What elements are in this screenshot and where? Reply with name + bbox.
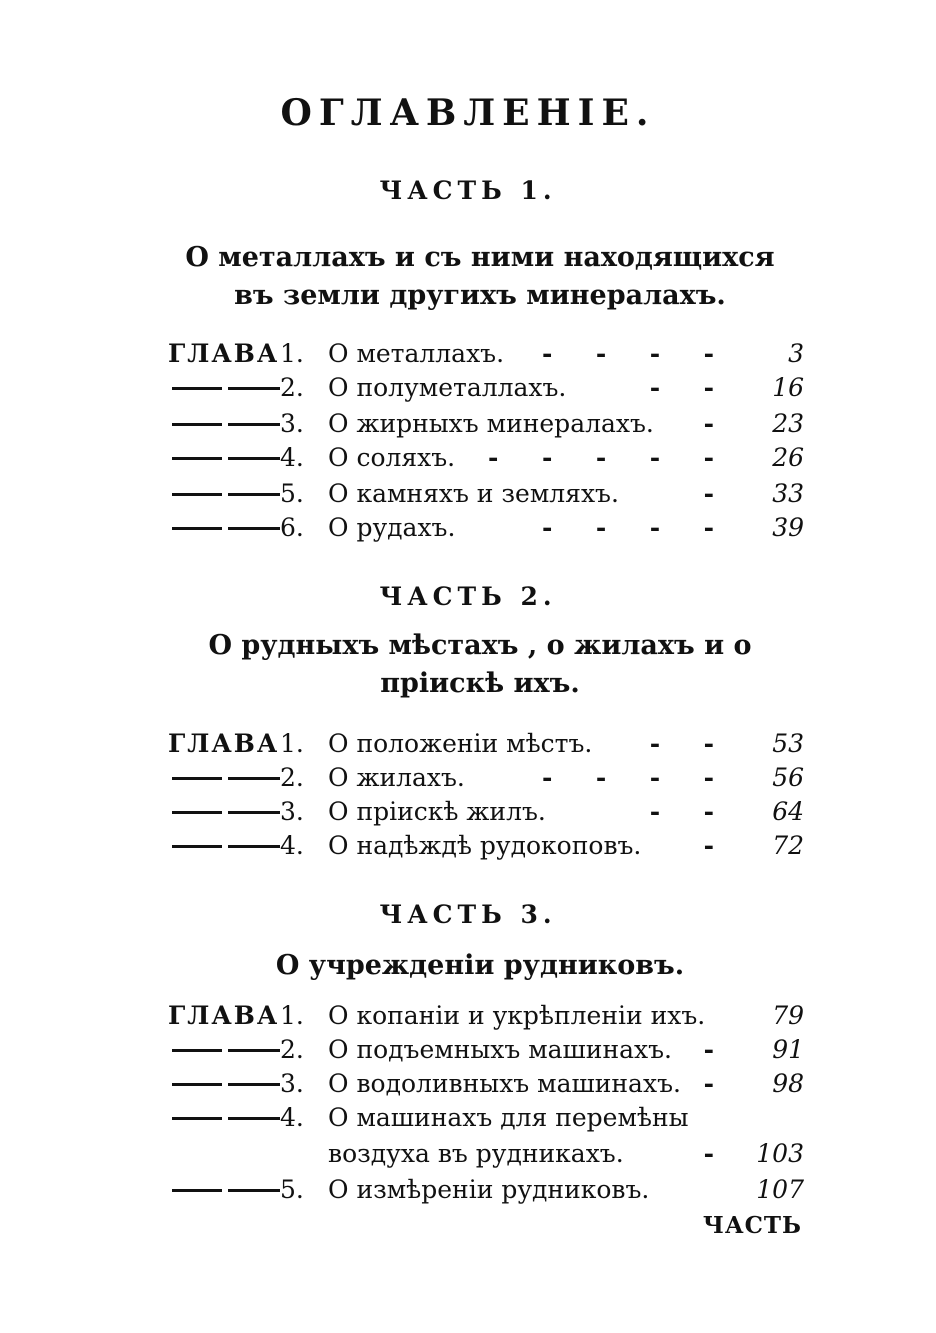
ditto-rule <box>172 527 280 530</box>
chapter-title: О жирныхъ минералахъ. <box>328 409 654 438</box>
ditto-rule <box>172 387 280 390</box>
toc-entry <box>168 760 804 796</box>
page-number: 26 <box>772 443 804 472</box>
ditto-rule <box>172 1117 280 1120</box>
toc-entry <box>168 406 804 442</box>
ditto-rule <box>172 845 280 848</box>
part-2-heading: ЧАСТЬ 2. <box>379 582 557 611</box>
chapter-title: О машинахъ для перемѣны <box>328 1103 689 1132</box>
chapter-number: 1. <box>280 1001 304 1030</box>
page-number: 79 <box>772 1001 804 1030</box>
chapter-number: 2. <box>280 373 304 402</box>
toc-entry <box>168 1032 804 1068</box>
dot-leaders: - - <box>649 373 714 402</box>
chapter-number: 2. <box>280 1035 304 1064</box>
page-number: 91 <box>772 1035 804 1064</box>
chapter-number: 1. <box>280 729 304 758</box>
page-number: 3 <box>788 339 804 368</box>
ditto-rule <box>172 1083 280 1086</box>
ditto-rule <box>172 457 280 460</box>
page-number: 16 <box>772 373 804 402</box>
chapter-number: 2. <box>280 763 304 792</box>
ditto-rule <box>172 493 280 496</box>
chapter-title: О пріискѣ жилъ. <box>328 797 546 826</box>
chapter-number: 6. <box>280 513 304 542</box>
ditto-rule <box>172 1049 280 1052</box>
dot-leaders: - - - - <box>541 763 714 792</box>
ditto-rule <box>172 423 280 426</box>
chapter-label: ГЛАВА <box>168 1001 280 1030</box>
toc-entry <box>168 1100 804 1136</box>
toc-entry <box>168 1172 804 1208</box>
chapter-title: О положеніи мѣстъ. <box>328 729 593 758</box>
chapter-title: О камняхъ и земляхъ. <box>328 479 619 508</box>
part-1-heading: ЧАСТЬ 1. <box>379 176 557 205</box>
toc-entry <box>168 510 804 546</box>
chapter-title: О жилахъ. <box>328 763 465 792</box>
dot-leaders: - <box>703 831 714 860</box>
toc-entry <box>168 370 804 406</box>
toc-entry <box>168 336 804 372</box>
chapter-label: ГЛАВА <box>168 339 280 368</box>
page-number: 56 <box>772 763 804 792</box>
toc-entry <box>168 828 804 864</box>
part-3-heading: ЧАСТЬ 3. <box>379 900 557 929</box>
catchword: ЧАСТЬ <box>702 1212 802 1239</box>
page-number: 33 <box>772 479 804 508</box>
page-number: 72 <box>772 831 804 860</box>
dot-leaders: - <box>703 1139 714 1168</box>
chapter-title: О измѣреніи рудниковъ. <box>328 1175 650 1204</box>
chapter-number: 5. <box>280 479 304 508</box>
chapter-title: О полуметаллахъ. <box>328 373 567 402</box>
ditto-rule <box>172 811 280 814</box>
part-2-subtitle-line-2: пріискѣ ихъ. <box>380 668 580 699</box>
part-1-subtitle-line-1: О металлахъ и съ ними находящихся <box>185 242 775 273</box>
dot-leaders: - - <box>649 797 714 826</box>
chapter-title: О подъемныхъ машинахъ. <box>328 1035 672 1064</box>
page-title: ОГЛАВЛЕНІЕ. <box>280 92 656 134</box>
chapter-number: 3. <box>280 409 304 438</box>
toc-entry <box>168 794 804 830</box>
chapter-number: 3. <box>280 797 304 826</box>
page-number: 103 <box>756 1139 804 1168</box>
ditto-rule <box>172 1189 280 1192</box>
chapter-number: 4. <box>280 831 304 860</box>
part-3-subtitle-line-1: О учрежденіи рудниковъ. <box>275 950 685 981</box>
dot-leaders: - <box>703 1035 714 1064</box>
page-number: 23 <box>772 409 804 438</box>
toc-entry-continuation <box>168 1136 804 1172</box>
dot-leaders: - - - - <box>541 339 714 368</box>
dot-leaders: - <box>703 409 714 438</box>
chapter-title: О металлахъ. <box>328 339 505 368</box>
chapter-title: О рудахъ. <box>328 513 456 542</box>
chapter-number: 4. <box>280 1103 304 1132</box>
part-1-subtitle-line-2: въ земли другихъ минералахъ. <box>234 280 726 311</box>
chapter-title: О надѣждѣ рудокоповъ. <box>328 831 642 860</box>
page-number: 39 <box>772 513 804 542</box>
dot-leaders: - - - - - <box>488 443 714 472</box>
ditto-rule <box>172 777 280 780</box>
chapter-number: 3. <box>280 1069 304 1098</box>
toc-entry <box>168 998 804 1034</box>
chapter-title: О копаніи и укрѣпленіи ихъ. <box>328 1001 706 1030</box>
dot-leaders: - - - - <box>541 513 714 542</box>
chapter-number: 5. <box>280 1175 304 1204</box>
chapter-label: ГЛАВА <box>168 729 280 758</box>
dot-leaders: - <box>703 479 714 508</box>
part-2-subtitle-line-1: О рудныхъ мѣстахъ , о жилахъ и о <box>208 630 752 661</box>
toc-entry <box>168 1066 804 1102</box>
chapter-number: 1. <box>280 339 304 368</box>
page-number: 64 <box>772 797 804 826</box>
page-number: 98 <box>772 1069 804 1098</box>
toc-entry <box>168 726 804 762</box>
chapter-title: О соляхъ. <box>328 443 456 472</box>
page-number: 53 <box>772 729 804 758</box>
toc-entry <box>168 440 804 476</box>
page-number: 107 <box>756 1175 804 1204</box>
dot-leaders: - - <box>649 729 714 758</box>
toc-entry <box>168 476 804 512</box>
chapter-title-continuation: воздуха въ рудникахъ. <box>328 1139 624 1168</box>
chapter-title: О водоливныхъ машинахъ. <box>328 1069 681 1098</box>
dot-leaders: - <box>703 1069 714 1098</box>
chapter-number: 4. <box>280 443 304 472</box>
